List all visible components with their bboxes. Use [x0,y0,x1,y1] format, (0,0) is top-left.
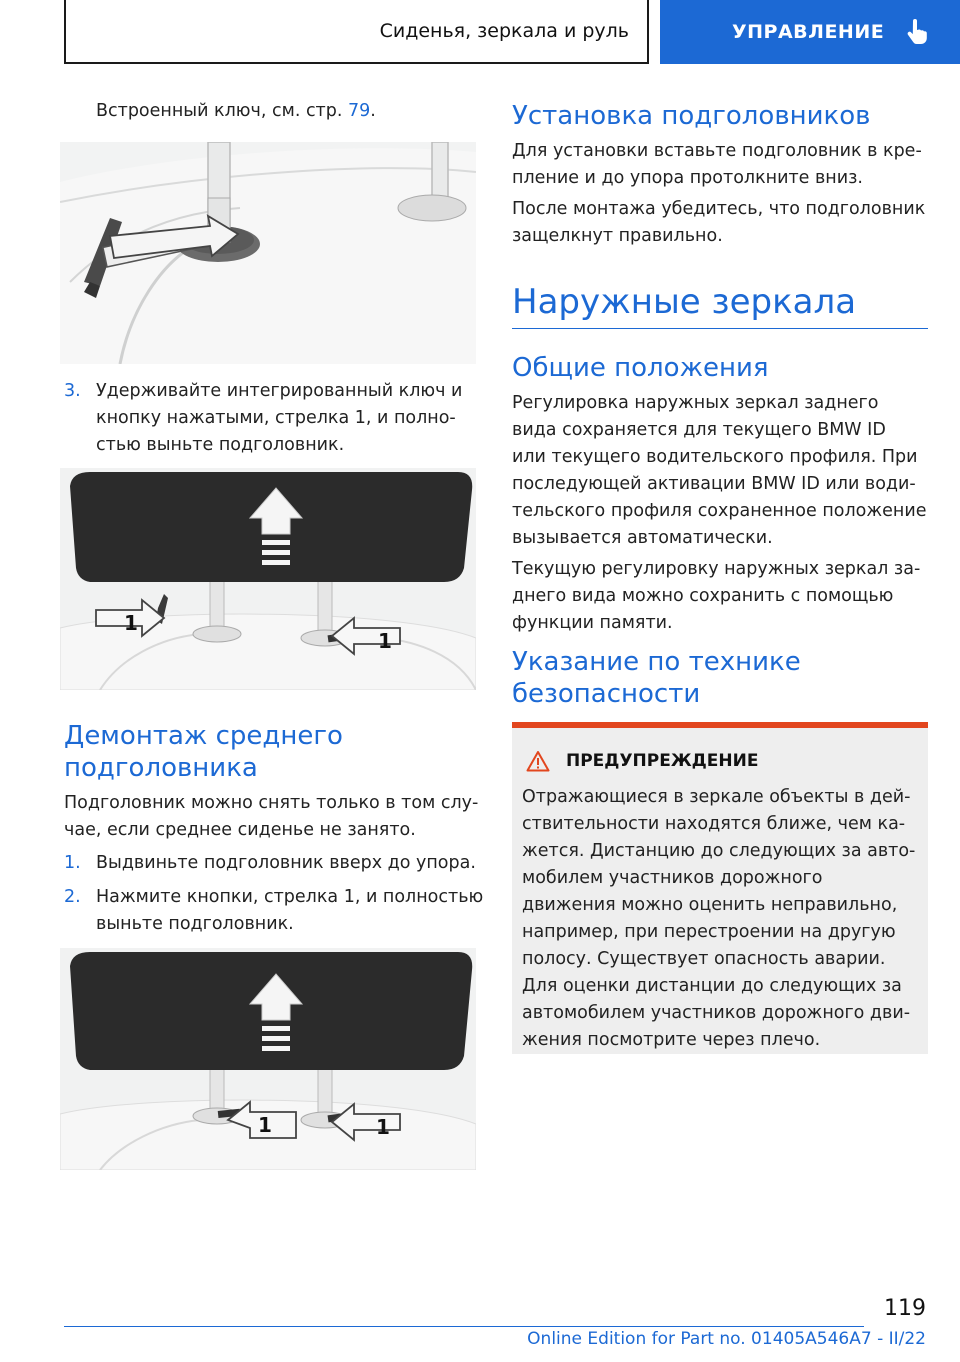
callout-label: 1 [124,611,138,635]
running-header-chapter [660,0,960,64]
warning-line: Для оценки дистанции до следующих за [522,976,902,996]
step-text-line: выньте подголовник. [96,914,294,934]
warning-line: Отражающиеся в зеркале объекты в дей- [522,787,911,807]
footer-rule [64,1326,864,1327]
warning-line: движения можно оценить неправильно, [522,895,898,915]
section-title-line: подголовника [64,753,258,783]
footer-edition: Online Edition for Part no. 01405A546A7 - II/22 [527,1329,926,1349]
figure-remove-headrest [60,468,476,690]
paragraph-line: После монтажа убедитесь, что подголовник [512,199,926,219]
step-number: 1. [64,853,81,873]
running-header-section [64,0,649,64]
section-title-safety [512,646,928,710]
paragraph-line: Текущую регулировку наружных зеркал за- [512,559,921,579]
pointing-hand-icon [906,19,928,45]
callout-label: 1 [378,629,392,653]
paragraph-line: Для установки вставьте подголовник в кре- [512,141,922,161]
chapter-title-mirrors: Наружные зеркала [512,282,857,322]
warning-triangle-icon [526,750,550,772]
step-text-line: стью выньте подголовник. [96,435,345,455]
warning-line: ствительности находятся ближе, чем ка- [522,814,906,834]
section-title-general: Общие положения [512,353,769,383]
warning-text [522,784,922,1054]
section-title-line: Указание по технике [512,647,801,677]
warning-line: жется. Дистанцию до следующих за авто- [522,841,916,861]
paragraph-line: чае, если среднее сиденье не занято. [64,820,416,840]
remove-middle-paragraph [64,790,480,844]
section-title-line: безопасности [512,679,701,709]
paragraph-line: или текущего водительского профиля. При [512,447,918,467]
warning-line: например, при перестроении на другую [522,922,896,942]
step-text-line: Нажмите кнопки, стрелка 1, и полностью [96,887,484,907]
figure-remove-headrest-drawing [60,468,476,690]
install-paragraph-2 [512,196,932,250]
step-2 [64,884,512,938]
callout-label: 1 [258,1113,272,1137]
section-title-line: Демонтаж среднего [64,721,343,751]
warning-line: полосу. Существует опасность аварии. [522,949,886,969]
warning-line: автомобилем участников дорожного дви- [522,1003,911,1023]
step-text-line: Выдвиньте подголовник вверх до упора. [96,853,476,873]
paragraph-line: вызывается автоматически. [512,528,773,548]
warning-line: жения посмотрите через плечо. [522,1030,821,1050]
step-3 [64,378,508,459]
header-section-title: Сиденья, зеркала и руль [379,20,629,42]
paragraph-line: Подголовник можно снять только в том слу- [64,793,479,813]
header-chapter-title: УПРАВЛЕНИЕ [732,21,885,43]
paragraph-line: защелкнут правильно. [512,226,723,246]
paragraph-line: вида сохраняется для текущего BMW ID [512,420,886,440]
figure-remove-middle-headrest [60,948,476,1170]
general-paragraph-1 [512,390,932,552]
page-number: 119 [884,1296,926,1321]
step-text-line: Удерживайте интегрированный ключ и [96,381,463,401]
paragraph-line: днего вида можно сохранить с помощью [512,586,894,606]
intro-line [96,98,476,125]
section-title-install: Установка подголовников [512,101,871,131]
figure-release-key-drawing [60,142,476,364]
install-paragraph-1 [512,138,932,192]
section-title-remove-middle [64,720,476,784]
figure-release-key [60,142,476,364]
paragraph-line: Регулировка наружных зеркал заднего [512,393,879,413]
intro-text: Встроенный ключ, см. стр. [96,101,348,121]
warning-line: мобилем участников дорожного [522,868,823,888]
warning-title: ПРЕДУПРЕЖДЕНИЕ [566,751,759,771]
step-text-line: кнопку нажатыми, стрелка 1, и полно- [96,408,456,428]
callout-label: 1 [376,1115,390,1139]
paragraph-line: пление и до упора протолкните вниз. [512,168,863,188]
paragraph-line: тельского профиля сохраненное положение [512,501,927,521]
figure-remove-middle-headrest-drawing [60,948,476,1170]
step-number: 2. [64,887,81,907]
step-1 [64,850,512,877]
intro-period: . [370,101,376,121]
paragraph-line: функции памяти. [512,613,673,633]
page-reference-link[interactable]: 79 [348,101,371,121]
general-paragraph-2 [512,556,932,637]
title-underline [512,328,928,329]
warning-box [512,722,928,1054]
paragraph-line: последующей активации BMW ID или води- [512,474,916,494]
warning-header [526,750,758,772]
step-number: 3. [64,381,81,401]
